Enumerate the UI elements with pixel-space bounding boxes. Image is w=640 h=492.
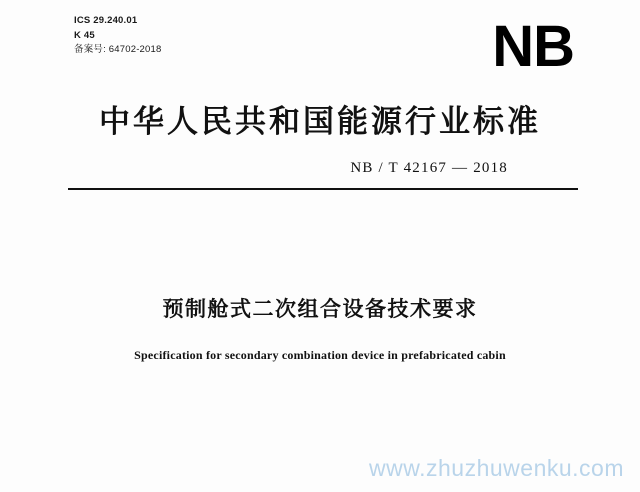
nb-logo: NB [492, 14, 574, 79]
classification-code: K 45 [74, 29, 95, 41]
document-title-chinese: 预制舱式二次组合设备技术要求 [162, 297, 478, 321]
watermark-text: www.zhuzhuwenku.com [369, 455, 624, 481]
standard-number: NB / T 42167 — 2018 [350, 160, 508, 176]
document-title-english: Specification for secondary combination device in prefabricated cabin [134, 348, 506, 362]
record-number: 备案号: 64702-2018 [74, 44, 162, 56]
metadata-block [74, 14, 162, 58]
header-divider [68, 188, 578, 190]
ics-code: ICS 29.240.01 [74, 15, 138, 26]
standard-org-title: 中华人民共和国能源行业标准 [99, 104, 541, 140]
